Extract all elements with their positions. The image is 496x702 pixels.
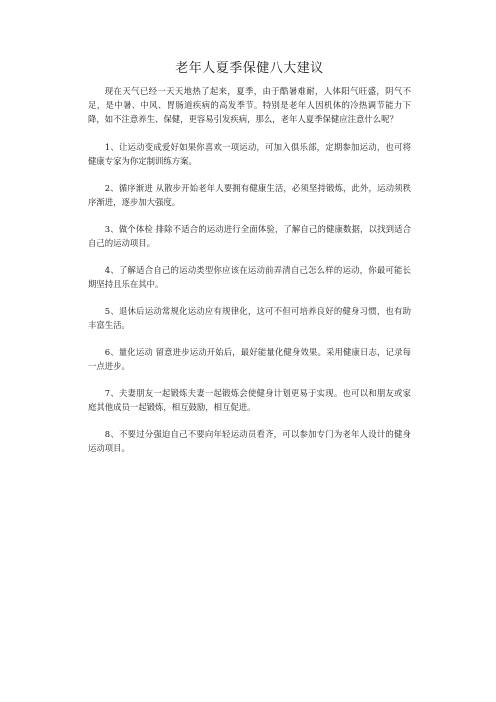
advice-item-2: 2、循序渐进 从散步开始老年人要拥有健康生活，必须坚持锻炼，此外，运动须秩序渐进，逐步加大强度。 bbox=[88, 183, 411, 207]
document-title: 老年人夏季保健八大建议 bbox=[175, 61, 324, 76]
advice-item-7: 7、夫妻朋友一起锻炼夫妻一起锻炼会使健身计划更易于实现。也可以和朋友或家庭其他成员一起锻炼，相互鼓励，相互促进。 bbox=[88, 388, 411, 412]
advice-item-1: 1、让运动变成爱好如果你喜欢一项运动，可加入俱乐部，定期参加运动，也可将健康专家为你定制训练方案。 bbox=[88, 142, 411, 166]
advice-item-3: 3、做个体检 排除不适合的运动进行全面体验，了解自己的健康数据，以找到适合自己的运动项目。 bbox=[88, 224, 411, 248]
advice-item-4: 4、了解适合自己的运动类型你应该在运动前弄清自己怎么样的运动，你最可能长期坚持且乐在其中。 bbox=[88, 265, 411, 289]
intro-paragraph: 现在天气已经一天天地热了起来，夏季，由于酷暑难耐，人体阳气旺盛，阴气不足，是中暑、中风、胃肠道疾病的高发季节。特别是老年人因机体的冷热调节能力下降，如不注意养生、保健，更容易引发疾病，那么，老年人夏季保健应注意什么呢？ bbox=[88, 86, 411, 124]
document-page bbox=[88, 60, 411, 468]
advice-item-6: 6、量化运动 留意进步运动开始后，最好能量化健身效果。采用健康日志，记录每一点进步。 bbox=[88, 347, 411, 371]
advice-item-8: 8、不要过分强迫自己不要向年轻运动员看齐，可以参加专门为老年人设计的健身运动项目。 bbox=[88, 429, 411, 453]
advice-item-5: 5、退休后运动常规化运动应有规律化，这可不但可培养良好的健身习惯，也有助丰富生活。 bbox=[88, 306, 411, 330]
